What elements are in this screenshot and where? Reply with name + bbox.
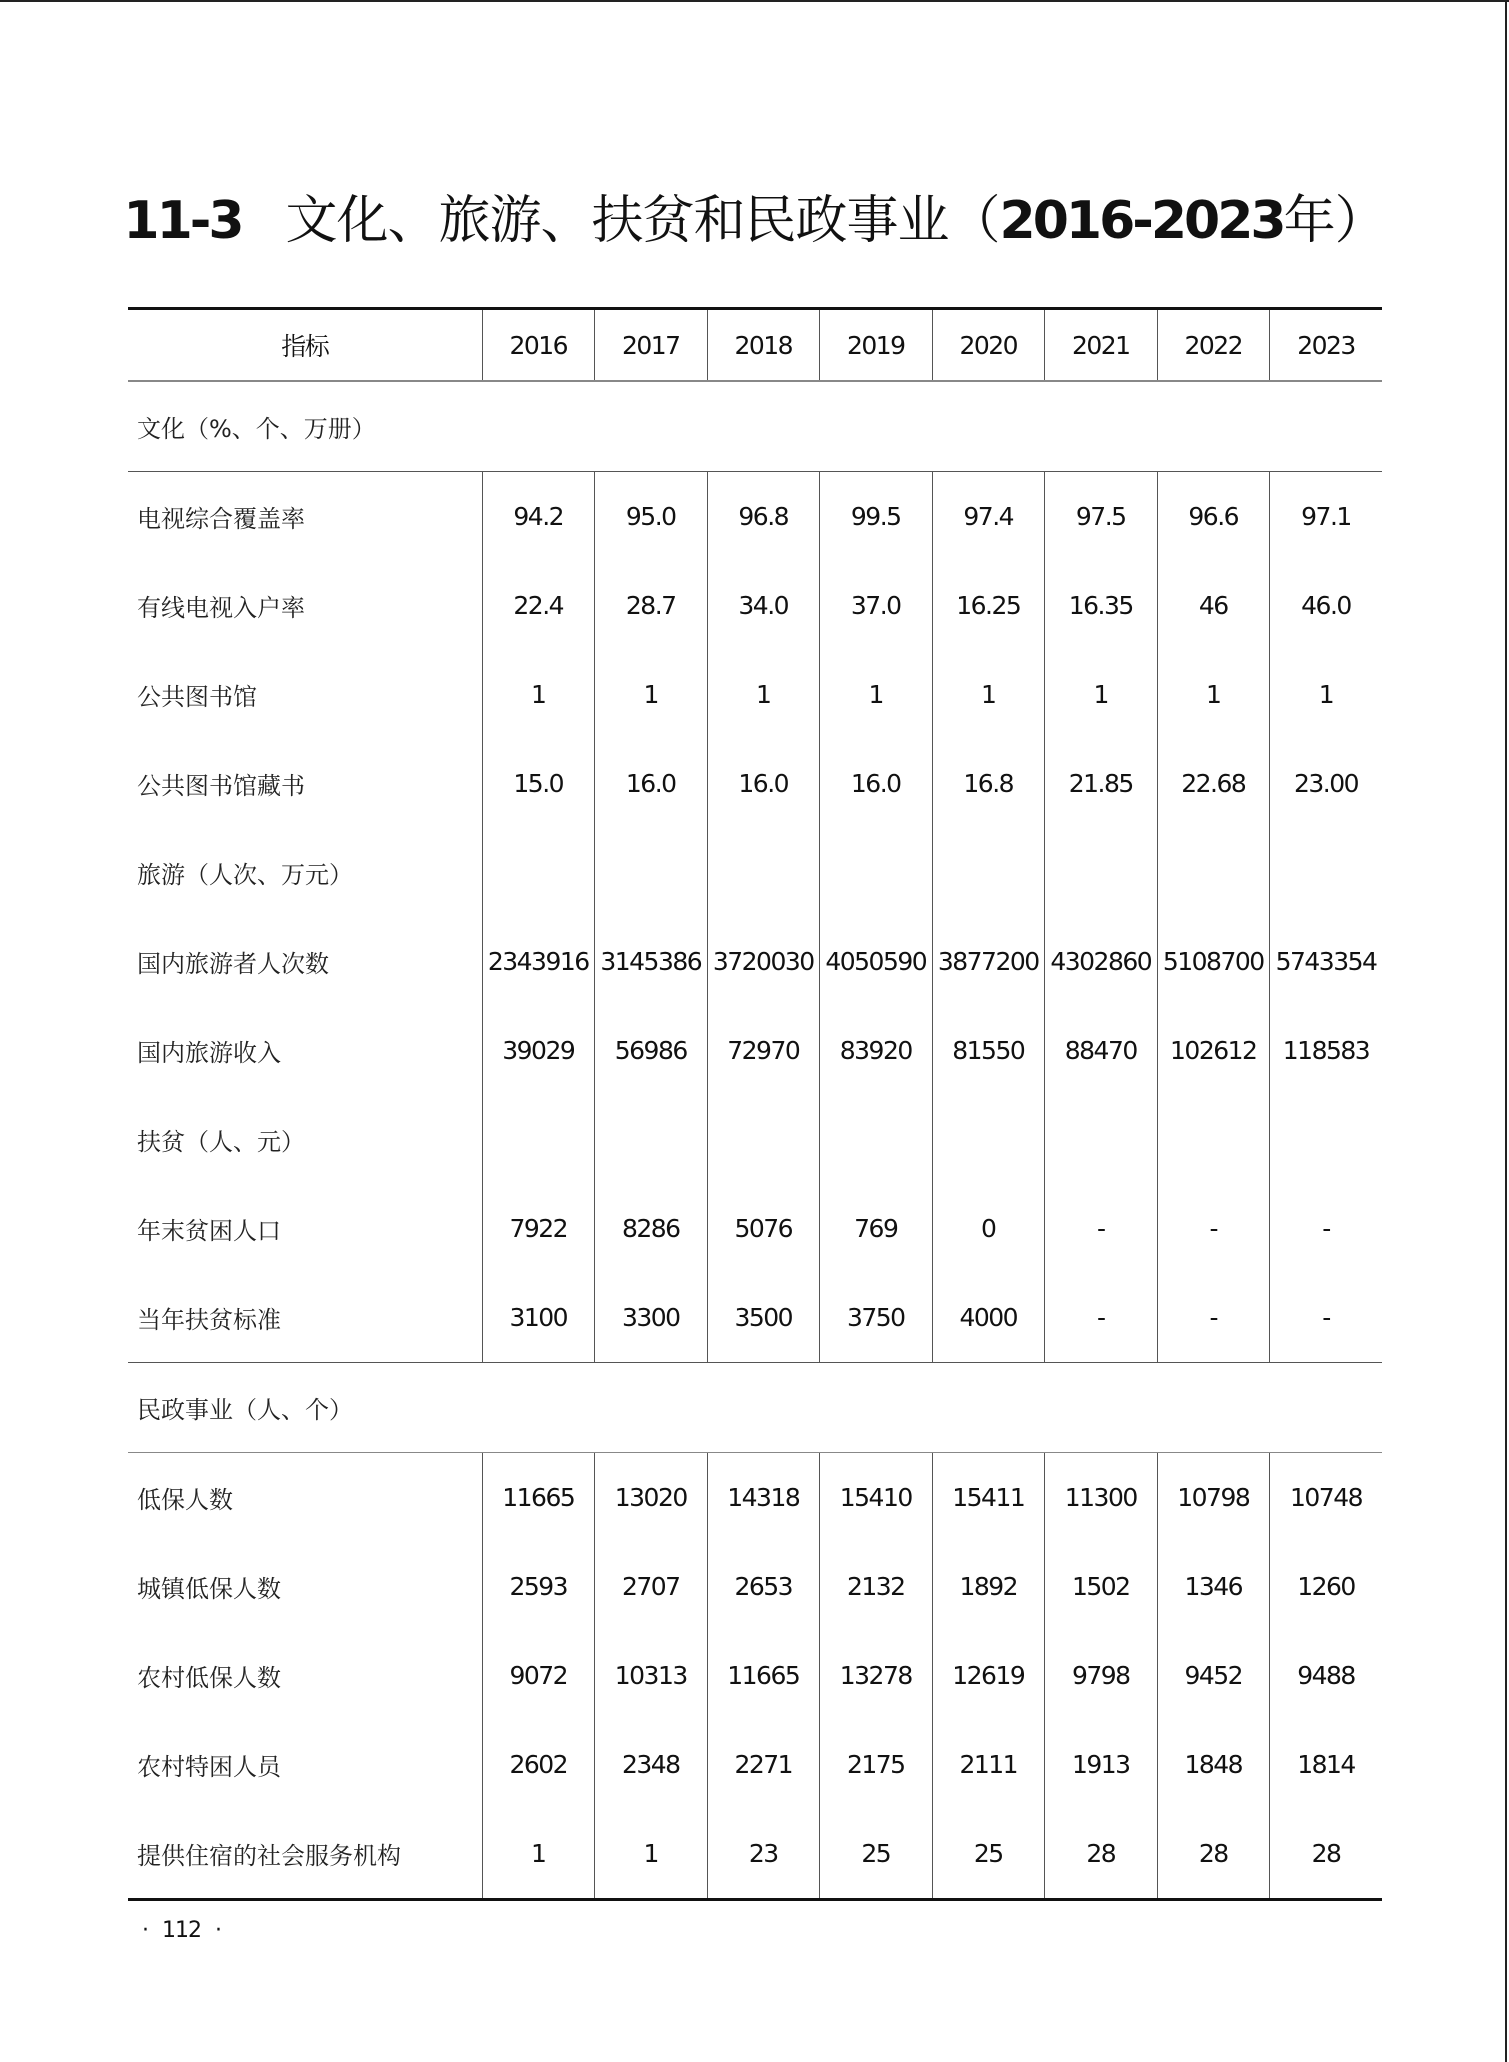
table-row (128, 1095, 1382, 1184)
statistics-table (128, 307, 1382, 1901)
section-row-civil (128, 1363, 1382, 1453)
cell-value: 2343916 (482, 917, 595, 1006)
cell-value: 1814 (1270, 1720, 1383, 1809)
cell-value: 1 (482, 1809, 595, 1900)
cell-value: 28.7 (595, 561, 708, 650)
cell-value: 1848 (1157, 1720, 1270, 1809)
cell-value: 2175 (820, 1720, 933, 1809)
row-label: 农村低保人数 (137, 1664, 281, 1692)
row-label: 农村特困人员 (137, 1753, 281, 1781)
cell-value: 72970 (707, 1006, 820, 1095)
cell-value: 96.6 (1157, 472, 1270, 562)
cell-value: 28 (1157, 1809, 1270, 1900)
cell-value: 95.0 (595, 472, 708, 562)
cell-value: - (1157, 1273, 1270, 1363)
title-suffix: 年） (1283, 191, 1386, 251)
cell-value (1270, 828, 1383, 917)
cell-value: 2593 (482, 1542, 595, 1631)
cell-value (1157, 1095, 1270, 1184)
cell-value: 15410 (820, 1453, 933, 1543)
cell-value: 16.0 (820, 739, 933, 828)
cell-value: 3750 (820, 1273, 933, 1363)
cell-value: 28 (1045, 1809, 1158, 1900)
cell-value: 3500 (707, 1273, 820, 1363)
cell-value: 23 (707, 1809, 820, 1900)
section-label: 文化（%、个、万册） (128, 381, 1382, 472)
cell-value: 1260 (1270, 1542, 1383, 1631)
table-row (128, 650, 1382, 739)
table-number: 11-3 (123, 191, 242, 251)
row-label: 提供住宿的社会服务机构 (128, 1809, 482, 1900)
cell-value (707, 828, 820, 917)
page-number-text: 112 (162, 1918, 201, 1943)
cell-value (707, 1095, 820, 1184)
cell-value: 5076 (707, 1184, 820, 1273)
title-text: 文化、旅游、扶贫和民政事业（ (285, 191, 1000, 251)
cell-value: 1 (482, 650, 595, 739)
cell-value: 16.8 (932, 739, 1045, 828)
table-row (128, 1273, 1382, 1363)
cell-value: 7922 (482, 1184, 595, 1273)
cell-value: 46 (1157, 561, 1270, 650)
cell-value (820, 1095, 933, 1184)
cell-value: 1 (707, 650, 820, 739)
cell-value: 13278 (820, 1631, 933, 1720)
table-row (128, 1006, 1382, 1095)
table-row (128, 472, 1382, 562)
cell-value: 21.85 (1045, 739, 1158, 828)
row-label: 当年扶贫标准 (137, 1306, 281, 1334)
page-number (128, 1918, 235, 1943)
cell-value: 4302860 (1045, 917, 1158, 1006)
header-year: 2016 (482, 309, 595, 382)
cell-value (595, 1095, 708, 1184)
cell-value (820, 828, 933, 917)
table-row (128, 1809, 1382, 1900)
cell-value: 769 (820, 1184, 933, 1273)
cell-value: 16.0 (595, 739, 708, 828)
cell-value: 9488 (1270, 1631, 1383, 1720)
page-title (0, 178, 1509, 253)
cell-value: 13020 (595, 1453, 708, 1543)
cell-value: 1 (1045, 650, 1158, 739)
cell-value: 2707 (595, 1542, 708, 1631)
cell-value: 94.2 (482, 472, 595, 562)
cell-value: 34.0 (707, 561, 820, 650)
cell-value: 37.0 (820, 561, 933, 650)
cell-value: 9798 (1045, 1631, 1158, 1720)
table-row (128, 1453, 1382, 1543)
section-label: 民政事业（人、个） (128, 1363, 1382, 1453)
table-row (128, 1720, 1382, 1809)
table-row (128, 828, 1382, 917)
cell-value: 4050590 (820, 917, 933, 1006)
cell-value: 2602 (482, 1720, 595, 1809)
cell-value: 96.8 (707, 472, 820, 562)
cell-value: 25 (932, 1809, 1045, 1900)
table-row (128, 917, 1382, 1006)
cell-value: 1502 (1045, 1542, 1158, 1631)
cell-value (1045, 1095, 1158, 1184)
cell-value: 2271 (707, 1720, 820, 1809)
cell-value: 3300 (595, 1273, 708, 1363)
cell-value: 3720030 (707, 917, 820, 1006)
table-row (128, 1542, 1382, 1631)
cell-value: 46.0 (1270, 561, 1383, 650)
cell-value: 3100 (482, 1273, 595, 1363)
header-year: 2021 (1045, 309, 1158, 382)
cell-value: 16.25 (932, 561, 1045, 650)
cell-value: 0 (932, 1184, 1045, 1273)
row-label: 城镇低保人数 (137, 1575, 281, 1603)
cell-value: 3145386 (595, 917, 708, 1006)
cell-value: 5108700 (1157, 917, 1270, 1006)
dot-left: · (142, 1918, 148, 1943)
header-year: 2020 (932, 309, 1045, 382)
header-year: 2023 (1270, 309, 1383, 382)
row-label: 有线电视入户率 (137, 594, 305, 622)
cell-value: 10798 (1157, 1453, 1270, 1543)
cell-value (595, 828, 708, 917)
table-row (128, 561, 1382, 650)
cell-value: 22.68 (1157, 739, 1270, 828)
header-year: 2019 (820, 309, 933, 382)
row-label: 国内旅游收入 (137, 1039, 281, 1067)
cell-value: 3877200 (932, 917, 1045, 1006)
cell-value: 9452 (1157, 1631, 1270, 1720)
cell-value: 16.0 (707, 739, 820, 828)
cell-value: 39029 (482, 1006, 595, 1095)
row-label: 国内旅游者人次数 (137, 950, 329, 978)
cell-value: 99.5 (820, 472, 933, 562)
cell-value: 2653 (707, 1542, 820, 1631)
cell-value: 10313 (595, 1631, 708, 1720)
cell-value: 28 (1270, 1809, 1383, 1900)
cell-value (1157, 828, 1270, 917)
cell-value: 10748 (1270, 1453, 1383, 1543)
page-border-right (1505, 0, 1507, 2062)
cell-value: 1 (595, 650, 708, 739)
cell-value: 81550 (932, 1006, 1045, 1095)
cell-value: 97.5 (1045, 472, 1158, 562)
cell-value: 11665 (707, 1631, 820, 1720)
header-year: 2017 (595, 309, 708, 382)
cell-value: 102612 (1157, 1006, 1270, 1095)
cell-value: 1 (595, 1809, 708, 1900)
header-year: 2022 (1157, 309, 1270, 382)
cell-value: 23.00 (1270, 739, 1383, 828)
row-label: 公共图书馆 (137, 683, 257, 711)
dot-right: · (215, 1918, 221, 1943)
cell-value: 97.4 (932, 472, 1045, 562)
cell-value: - (1045, 1184, 1158, 1273)
cell-value: 11665 (482, 1453, 595, 1543)
cell-value: 15.0 (482, 739, 595, 828)
cell-value: 97.1 (1270, 472, 1383, 562)
cell-value: 22.4 (482, 561, 595, 650)
cell-value: 4000 (932, 1273, 1045, 1363)
cell-value: 1 (820, 650, 933, 739)
cell-value: 2348 (595, 1720, 708, 1809)
cell-value: 16.35 (1045, 561, 1158, 650)
table-row (128, 1184, 1382, 1273)
header-indicator: 指标 (128, 309, 482, 382)
cell-value: 12619 (932, 1631, 1045, 1720)
cell-value: 118583 (1270, 1006, 1383, 1095)
cell-value: 9072 (482, 1631, 595, 1720)
cell-value (482, 1095, 595, 1184)
row-label: 公共图书馆藏书 (137, 772, 305, 800)
cell-value: 5743354 (1270, 917, 1383, 1006)
cell-value (932, 1095, 1045, 1184)
cell-value: 1913 (1045, 1720, 1158, 1809)
table-row (128, 739, 1382, 828)
row-label: 低保人数 (137, 1486, 233, 1514)
cell-value (482, 828, 595, 917)
title-years: 2016-2023 (999, 191, 1284, 251)
row-label: 年末贫困人口 (137, 1217, 281, 1245)
cell-value: 88470 (1045, 1006, 1158, 1095)
cell-value: 1 (932, 650, 1045, 739)
cell-value: - (1270, 1273, 1383, 1363)
table-header-row (128, 309, 1382, 382)
cell-value: 2132 (820, 1542, 933, 1631)
cell-value (1045, 828, 1158, 917)
cell-value: 83920 (820, 1006, 933, 1095)
cell-value: 1892 (932, 1542, 1045, 1631)
cell-value: 14318 (707, 1453, 820, 1543)
row-label: 电视综合覆盖率 (137, 505, 305, 533)
row-label: 扶贫（人、元） (137, 1128, 305, 1156)
header-year: 2018 (707, 309, 820, 382)
cell-value: 11300 (1045, 1453, 1158, 1543)
cell-value: 56986 (595, 1006, 708, 1095)
cell-value: 1346 (1157, 1542, 1270, 1631)
section-row-culture (128, 381, 1382, 472)
cell-value: 1 (1270, 650, 1383, 739)
cell-value: 1 (1157, 650, 1270, 739)
cell-value: 25 (820, 1809, 933, 1900)
table-row (128, 1631, 1382, 1720)
cell-value (932, 828, 1045, 917)
cell-value (1270, 1095, 1383, 1184)
cell-value: 2111 (932, 1720, 1045, 1809)
cell-value: - (1157, 1184, 1270, 1273)
row-label: 旅游（人次、万元） (137, 861, 353, 889)
page-border-top (0, 0, 1509, 2)
cell-value: 15411 (932, 1453, 1045, 1543)
cell-value: - (1270, 1184, 1383, 1273)
cell-value: - (1045, 1273, 1158, 1363)
cell-value: 8286 (595, 1184, 708, 1273)
